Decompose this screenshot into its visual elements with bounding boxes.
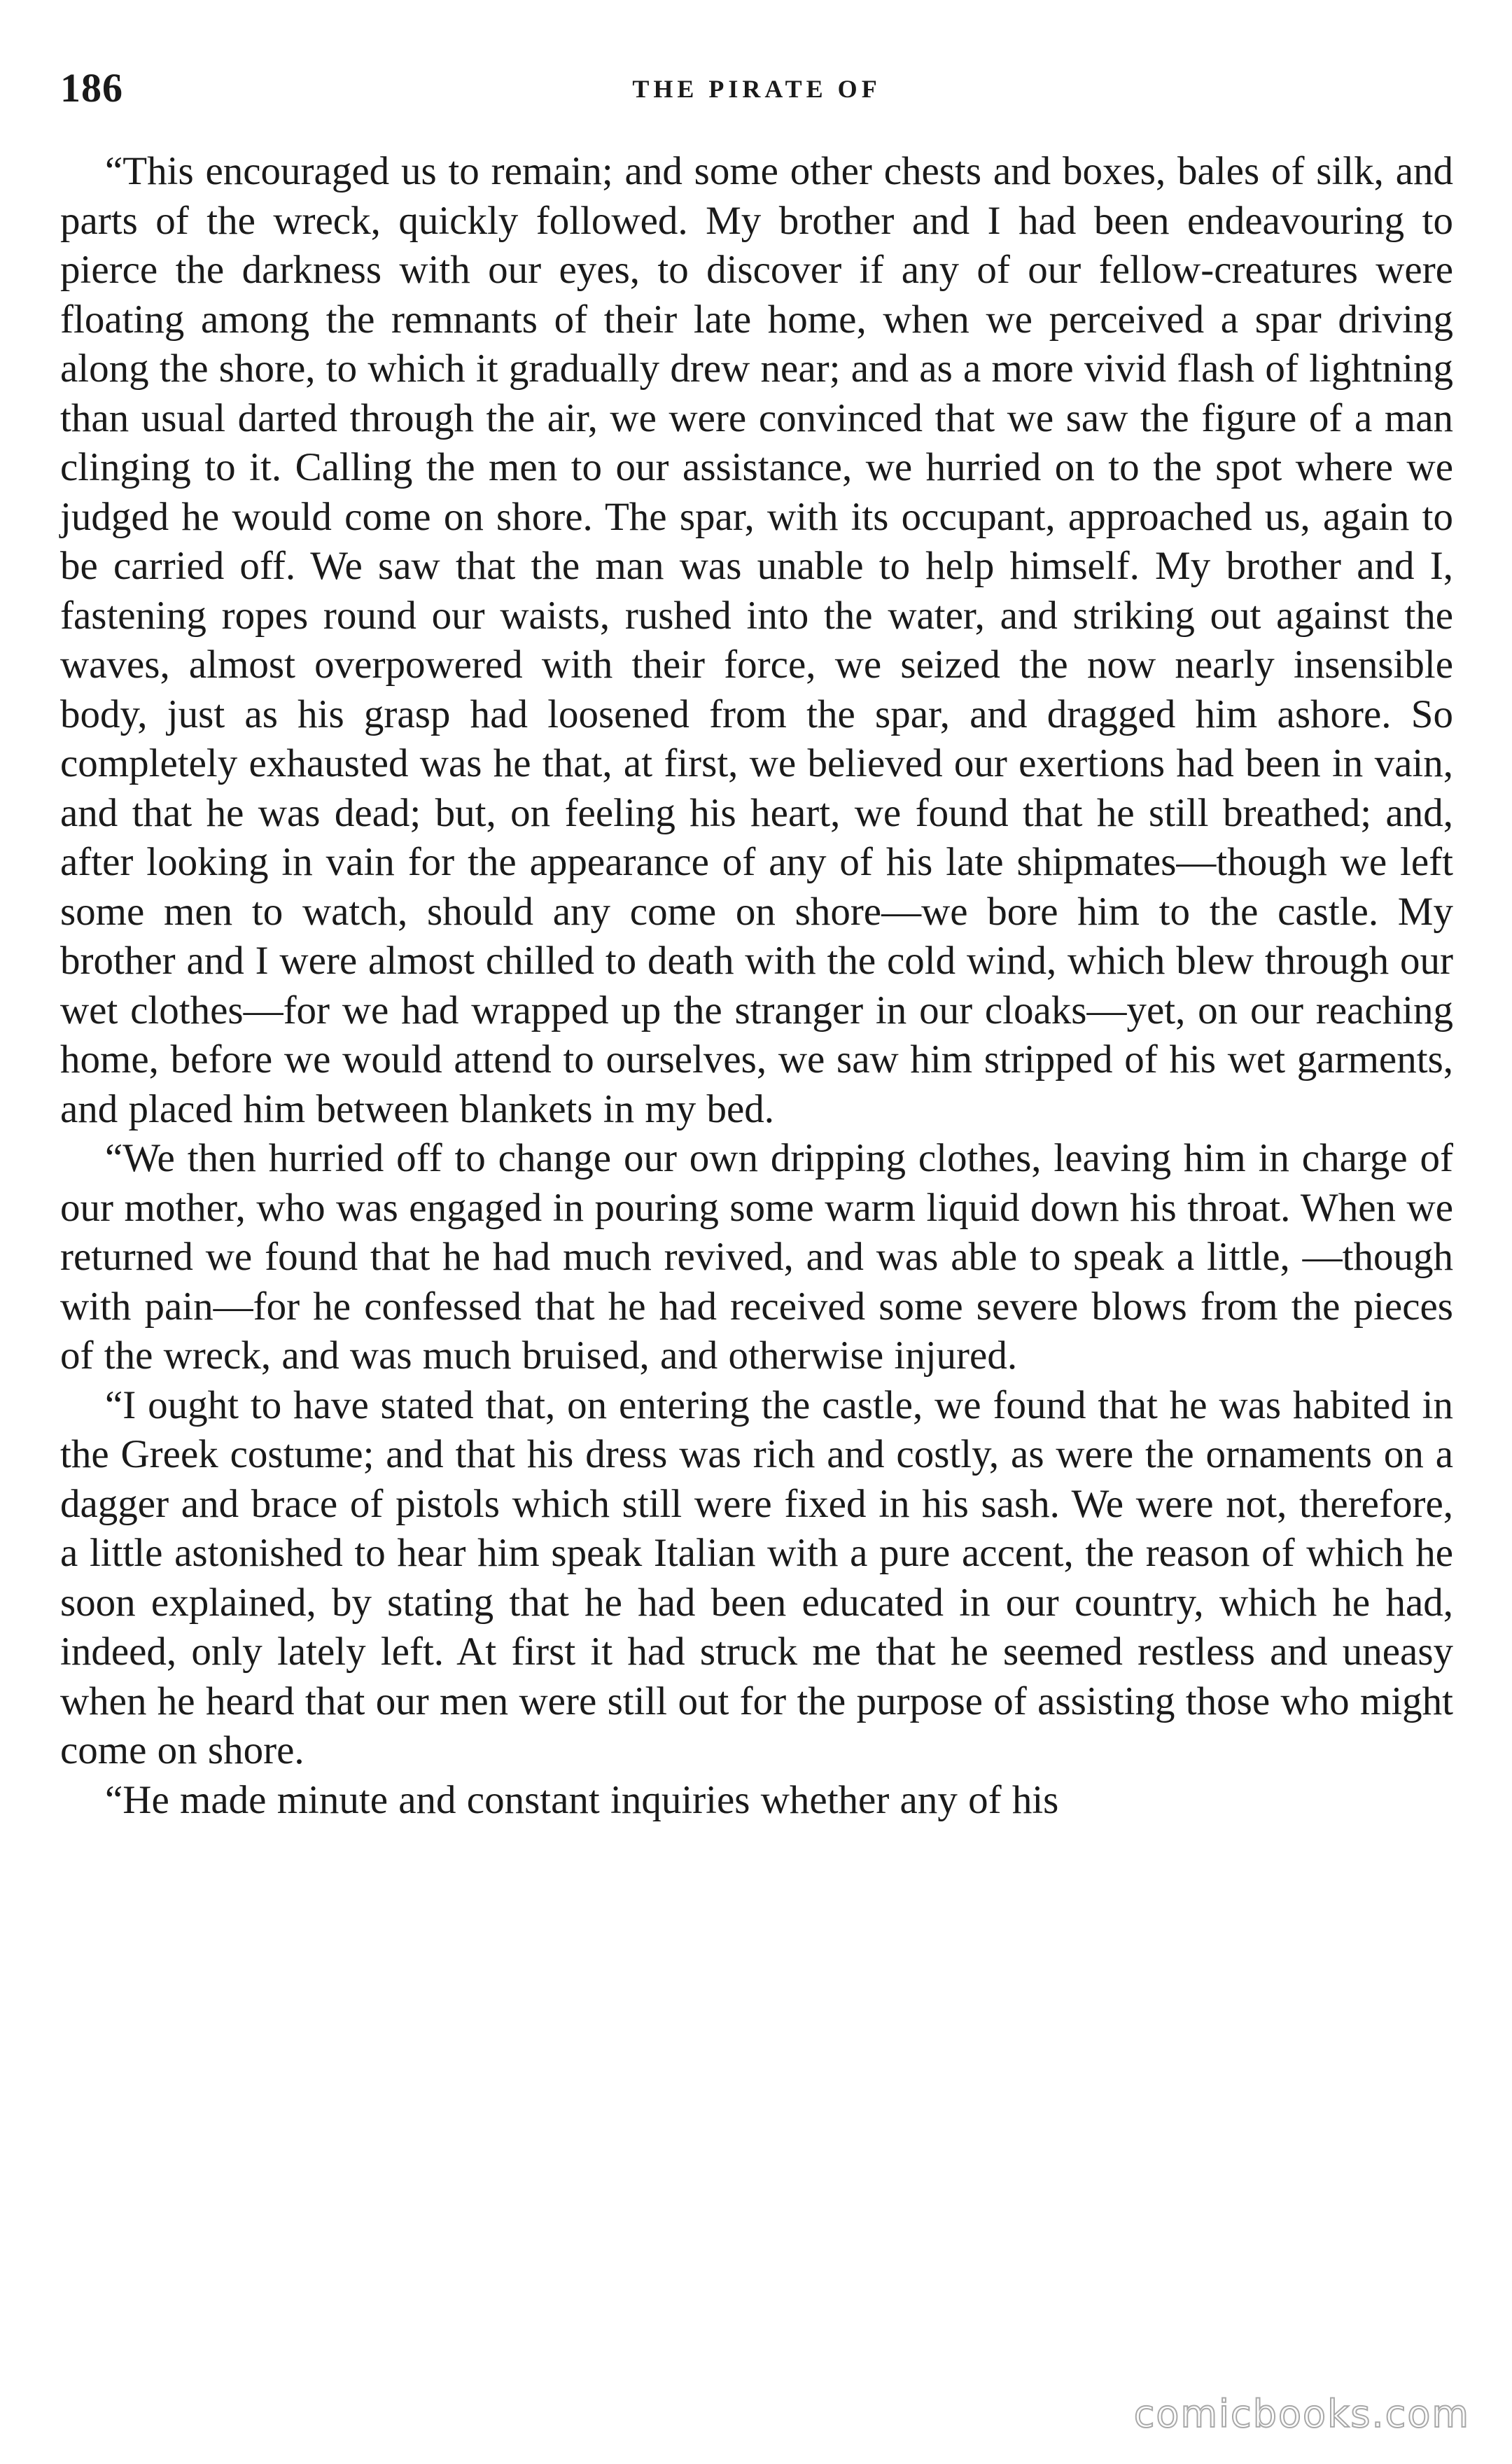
body-text — [60, 147, 1453, 1825]
running-head — [60, 64, 1453, 120]
paragraph-1: “This encouraged us to remain; and some other chests and boxes, bales of silk, and parts of the wreck, quickly followed. My brother and I had been endeavouring to pierce the darkness with our eyes, to discover if any of our fellow-creatures were floating among the remnants of their late home, when we perceived a spar driving along the shore, to which it gradually drew near; and as a more vivid flash of lightning than usual darted through the air, we were convinced that we saw the figure of a man clinging to it. Calling the men to our assistance, we hurried on to the spot where we judged he would come on shore. The spar, with its occupant, approached us, again to be carried off. We saw that the man was unable to help himself. My brother and I, fastening ropes round our waists, rushed into the water, and striking out against the waves, almost overpowered with their force, we seized the now nearly insensible body, just as his grasp had loosened from the spar, and dragged him ashore. So completely exhausted was he that, at first, we believed our exertions had been in vain, and that he was dead; but, on feeling his heart, we found that he still breathed; and, after looking in vain for the appearance of any of his late shipmates—though we left some men to watch, should any come on shore—we bore him to the castle. My brother and I were almost chilled to death with the cold wind, which blew through our wet clothes—for we had wrapped up the stranger in our cloaks—yet, on our reaching home, before we would attend to ourselves, we saw him stripped of his wet garments, and placed him between blankets in my bed. — [60, 149, 1453, 1131]
paragraph-4: “He made minute and constant inquiries whether any of his — [105, 1777, 1059, 1822]
paragraph-2: “We then hurried off to change our own dripping clothes, leaving him in charge of our mother, who was engaged in pouring some warm liquid down his throat. When we returned we found that he had much revived, and was able to speak a little, —though with pain—for he confessed that he had received some severe blows from the pieces of the wreck, and was much bruised, and otherwise injured. — [60, 1136, 1453, 1378]
page-number: 186 — [60, 65, 123, 111]
source-watermark: comicbooks.com — [1133, 2392, 1470, 2436]
running-title: THE PIRATE OF — [632, 75, 881, 103]
paragraph-3: “I ought to have stated that, on entering the castle, we found that he was habited in the Greek costume; and that his dress was rich and costly, as were the ornaments on a dagger and brace of pistols which still were fixed in his sash. We were not, therefore, a little astonished to hear him speak Italian with a pure accent, the reason of which he soon explained, by stating that he had been educated in our country, which he had, indeed, only lately left. At first it had struck me that he seemed restless and uneasy when he heard that our men were still out for the purpose of assisting those who might come on shore. — [60, 1382, 1453, 1772]
